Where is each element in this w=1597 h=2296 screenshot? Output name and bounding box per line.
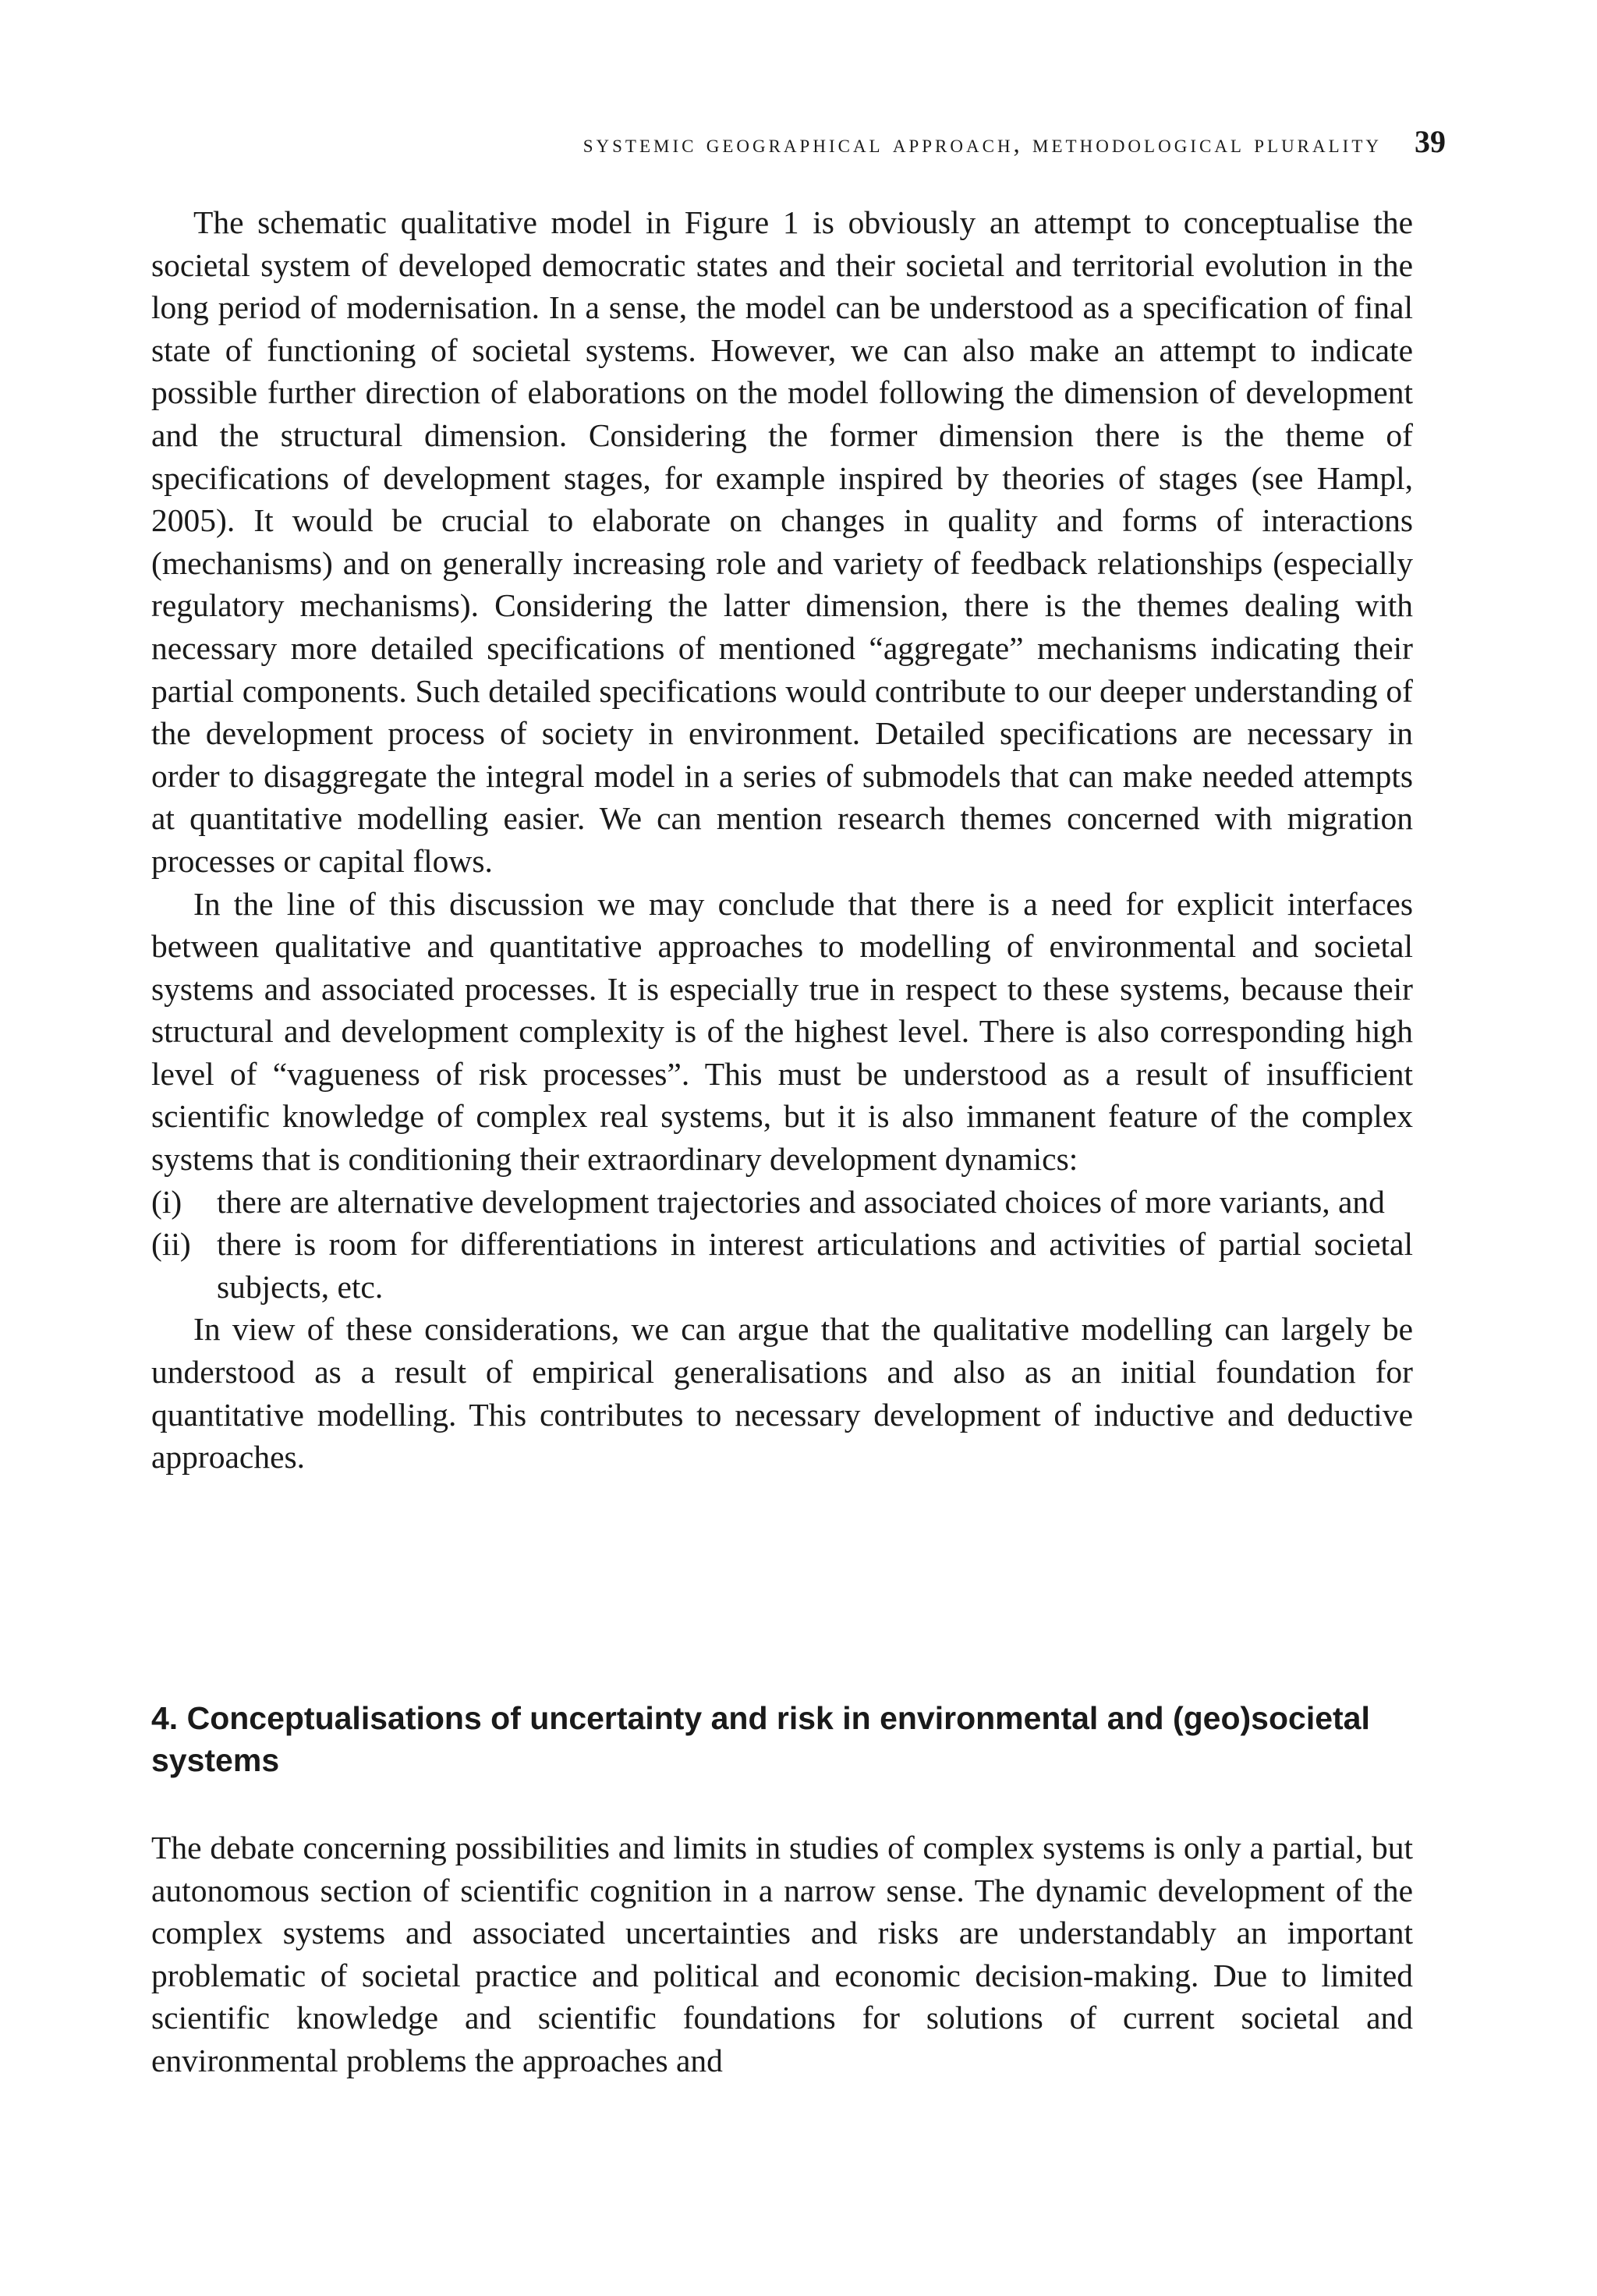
list-marker: (ii)	[151, 1226, 191, 1263]
list-item-text: there is room for differentiations in interest articulations and activities of partial societal subjects, etc.	[217, 1226, 1413, 1305]
list-item-text: there are alternative development trajectories and associated choices of more variants, and	[217, 1183, 1385, 1220]
section-body	[151, 1827, 1413, 2082]
running-head	[151, 123, 1446, 160]
list-marker: (i)	[151, 1183, 182, 1220]
section-paragraph: The debate concerning possibilities and limits in studies of complex systems is only a partial, but autonomous section of scientific cognition in a narrow sense. The dynamic development of the complex systems and associated uncertainties and risks are understandably an important problematic of societal practice and political and economic decision-making. Due to limited scientific knowledge and scientific foundations for solutions of current societal and environmental problems the approaches and	[151, 1830, 1413, 2078]
page-number: 39	[1415, 124, 1446, 159]
paragraph-2: In the line of this discussion we may conclude that there is a need for explicit interfaces between qualitative and quantitative approaches to modelling of environmental and societal systems and associated processes. It is especially true in respect to these systems, because their structural and development complexity is of the highest level. There is also corresponding high level of “vagueness of risk processes”. This must be understood as a result of insufficient scientific knowledge of complex real systems, but it is also immanent feature of the complex systems that is conditioning their extraordinary development dynamics:	[151, 885, 1413, 1178]
paragraph-1: The schematic qualitative model in Figure 1 is obviously an attempt to conceptualise the societal system of developed democratic states and their societal and territorial evolution in the long period of modernisation. In a sense, the model can be understood as a specification of final state of functioning of societal systems. However, we can also make an attempt to indicate possible further direction of elaborations on the model following the dimension of development and the structural dimension. Considering the former dimension there is the theme of specifications of development stages, for example inspired by theories of stages (see Hampl, 2005). It would be crucial to elaborate on changes in quality and forms of interactions (mechanisms) and on generally increasing role and variety of feedback relationships (especially regulatory mechanisms). Considering the latter dimension, there is the themes dealing with necessary more detailed specifications of mentioned “aggregate” mechanisms indicating their partial components. Such detailed specifications would contribute to our deeper understanding of the development process of society in environment. Detailed specifications are necessary in order to disaggregate the integral model in a series of submodels that can make needed attempts at quantitative modelling easier. We can mention research themes concerned with migration processes or capital flows.	[151, 204, 1413, 879]
list	[151, 1181, 1413, 1309]
section-heading: 4. Conceptualisations of uncertainty and risk in environmental and (geo)societal systems	[151, 1700, 1370, 1778]
paragraph-3: In view of these considerations, we can argue that the qualitative modelling can largely be understood as a result of empirical generalisations and also as an initial foundation for quantitative modelling. This contributes to necessary development of inductive and deductive approaches.	[151, 1311, 1413, 1476]
list-item	[151, 1223, 1413, 1308]
body-text	[151, 201, 1413, 1479]
list-item	[151, 1181, 1413, 1224]
running-title: systemic geographical approach, methodological plurality	[582, 130, 1382, 158]
